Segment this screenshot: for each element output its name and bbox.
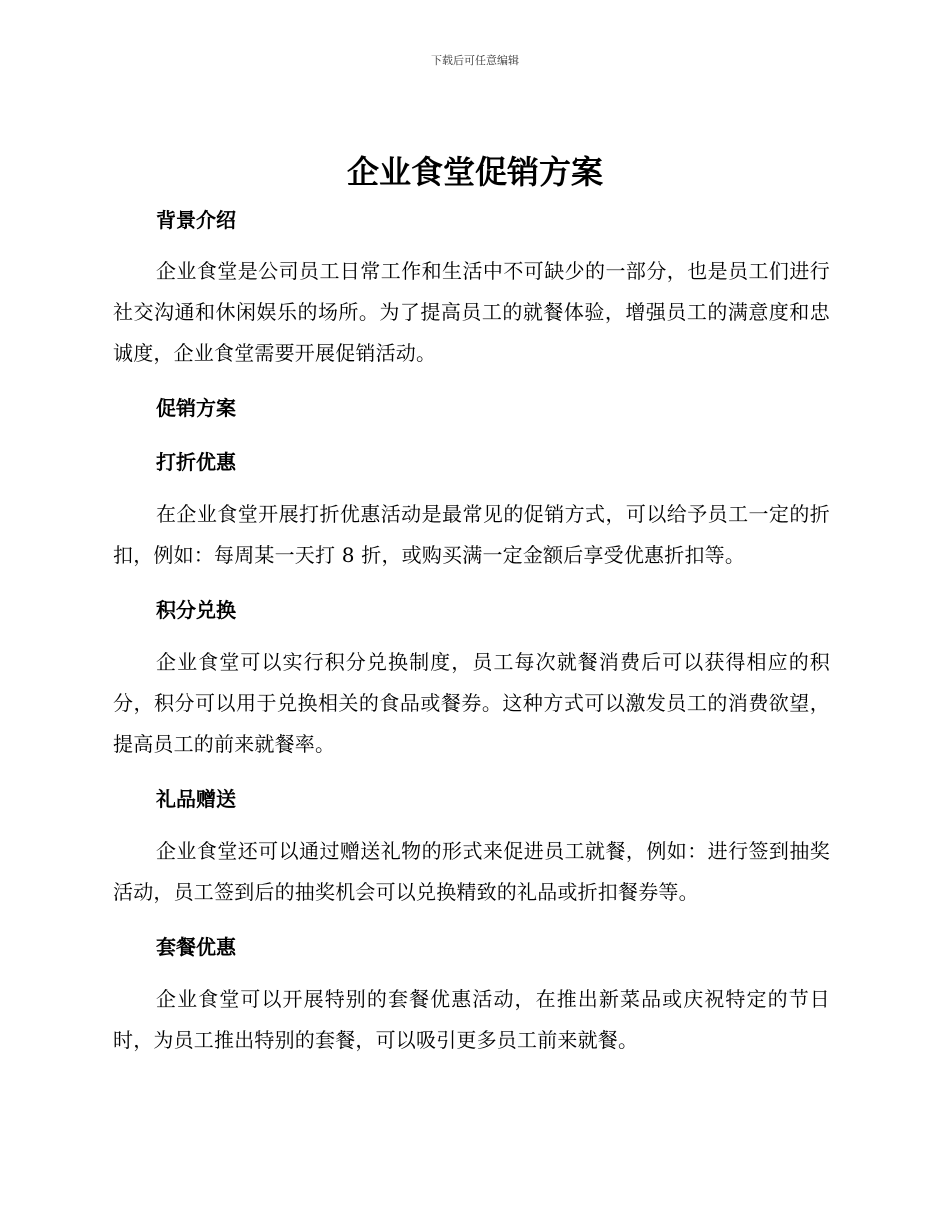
section-heading-background: 背景介绍 — [156, 208, 236, 232]
section-body-set-meal-offer: 企业食堂可以开展特别的套餐优惠活动，在推出新菜品或庆祝特定的节日时，为员工推出特别的套餐，可以吸引更多员工前来就餐。 — [113, 987, 830, 1052]
section-heading-set-meal-offer: 套餐优惠 — [156, 935, 236, 959]
page-header-note: 下载后可任意编辑 — [431, 54, 519, 67]
section-body-background: 企业食堂是公司员工日常工作和生活中不可缺少的一部分，也是员工们进行社交沟通和休闲娱乐的场所。为了提高员工的就餐体验，增强员工的满意度和忠诚度，企业食堂需要开展促销活动。 — [113, 259, 830, 365]
section-heading-points-exchange: 积分兑换 — [156, 598, 236, 622]
section-heading-promotion-plan: 促销方案 — [156, 396, 236, 420]
section-heading-discount: 打折优惠 — [156, 450, 236, 474]
document-body — [113, 200, 830, 1061]
section-body-discount: 在企业食堂开展打折优惠活动是最常见的促销方式，可以给予员工一定的折扣，例如：每周某一天打 8 折，或购买满一定金额后享受优惠折扣等。 — [113, 502, 830, 567]
section-heading-gift-giveaway: 礼品赠送 — [156, 787, 236, 811]
section-body-points-exchange: 企业食堂可以实行积分兑换制度，员工每次就餐消费后可以获得相应的积分，积分可以用于兑换相关的食品或餐券。这种方式可以激发员工的消费欲望，提高员工的前来就餐率。 — [113, 650, 830, 756]
document-title: 企业食堂促销方案 — [346, 153, 603, 191]
section-body-gift-giveaway: 企业食堂还可以通过赠送礼物的形式来促进员工就餐，例如：进行签到抽奖活动，员工签到后的抽奖机会可以兑换精致的礼品或折扣餐券等。 — [113, 839, 830, 904]
